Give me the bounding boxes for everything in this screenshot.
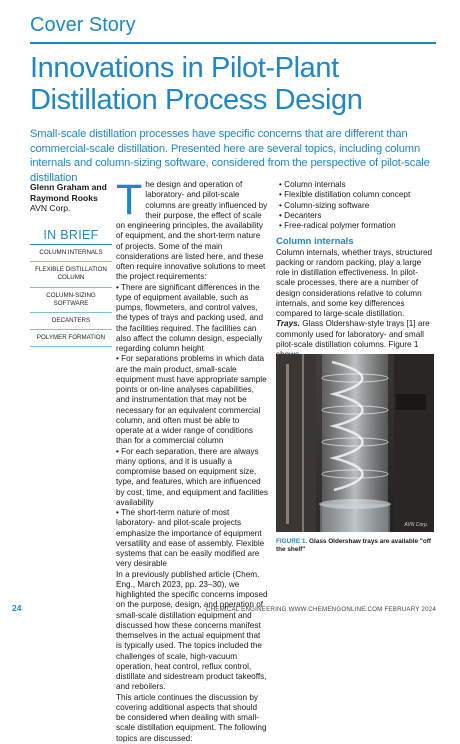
topic-item: • Column internals	[276, 180, 434, 190]
bullet-item: • For separations problems in which data are the main product, small-scale equipment must have appropriate sample points or on-line analyses capabilities, and instrumentation that may not be necessary for an equivalent commercial column, and often must be able to operate at a wider range of conditions than for a commercial column	[116, 354, 268, 446]
body-paragraph: In a previously published article (Chem. Eng., March 2023, pp. 23–30), we highlighted the specific concerns imposed on the purpose, design, and operation of small-scale distillation equipment and discussed how these concerns manifest themselves in the actual equipment that is typically used. The topics included the challenges of scale, high-vacuum operation, heat control, reflux control, distillate and sidestream product takeoffs, and reboilers.	[116, 569, 268, 692]
in-brief-item: COLUMN INTERNALS	[30, 245, 112, 262]
section-label: Cover Story	[30, 14, 136, 36]
intro-text: he design and operation of laboratory- and pilot-scale columns are greatly influenced by their purpose, the effect of scale on engineering principles, the availability of equipment, and the short-term nature of projects. Some of the main considerations are listed here, and these often require innovative solutions to meet the project requirements:	[116, 180, 268, 282]
figure-caption	[276, 538, 436, 554]
in-brief-item: POLYMER FORMATION	[30, 330, 112, 347]
topic-item: • Column-sizing software	[276, 201, 434, 211]
run-in-head: Trays.	[276, 319, 300, 329]
intro-paragraph	[116, 176, 268, 283]
topic-item: • Flexible distillation column concept	[276, 190, 434, 200]
in-brief-item: FLEXIBLE DISTILLATION COLUMN	[30, 262, 112, 287]
bullet-item: • The short-term nature of most laboratory- and pilot-scale projects emphasize the importance of equipment versatility and ease of assembly. Flexible systems that can be easily modified are very desirable	[116, 508, 268, 570]
in-brief-title: IN BRIEF	[30, 228, 112, 245]
subhead-column-internals: Column internals	[276, 236, 354, 248]
topic-item: • Decanters	[276, 211, 434, 221]
body-column-middle	[116, 176, 269, 744]
page-number: 24	[12, 603, 22, 613]
in-brief-item: COLUMN-SIZING SOFTWARE	[30, 288, 112, 313]
drop-cap: T	[116, 176, 143, 224]
header-rule	[30, 42, 436, 44]
bullet-item: • For each separation, there are always many options, and it is usually a compromise based on equipment size, type, and features, which are influenced by cost, time, and equipment and facilities availability	[116, 447, 268, 509]
running-footer: CHEMICAL ENGINEERING WWW.CHEMENGONLINE.COM FEBRUARY 2024	[205, 606, 436, 613]
body-paragraph: This article continues the discussion by covering additional aspects that should be considered when dealing with small-scale distillation equipment. The following topics are discussed:	[116, 692, 267, 743]
in-brief-item: DECANTERS	[30, 313, 112, 330]
author-names: Glenn Graham and Raymond Rooks	[30, 182, 107, 203]
figure-label: FIGURE 1.	[276, 538, 308, 545]
article-dek: Small-scale distillation processes have specific concerns that are different than commercial-scale distillation. Presented here are several topics, including column internals and column-sizing software, considered from the perspective of pilot-scale distillation	[30, 128, 430, 184]
author-company: AVN Corp.	[30, 203, 71, 213]
body-paragraph: Column internals, whether trays, structured packing or random packing, play a large role in distillation effectiveness. In pilot-scale processes, there are a number of design considerations relative to column internals, and some key differences compared to large-scale distillation.	[276, 247, 433, 318]
byline	[30, 182, 126, 214]
figure-credit: AVN Corp.	[404, 522, 428, 528]
body-text: Glass Oldershaw-style trays [1] are commonly used for laboratory- and small pilot-scale distillation columns. Figure 1	[276, 319, 430, 349]
article-title: Innovations in Pilot-Plant Distillation Process Design	[30, 52, 363, 116]
in-brief-box	[30, 228, 112, 347]
figure-photo	[276, 354, 434, 532]
topic-item: • Free-radical polymer formation	[276, 221, 434, 231]
bullet-item: • There are significant differences in the type of equipment available, such as pumps, flowmeters, and control valves, the types of trays and packing used, and the facilities required. The facilities can also affect the column design, especially regarding column height	[116, 283, 268, 355]
oldershaw-column-image	[276, 354, 434, 532]
body-column-right	[276, 180, 434, 360]
figure-caption-text: Glass Oldershaw trays are available "off the shelf"	[276, 538, 432, 553]
